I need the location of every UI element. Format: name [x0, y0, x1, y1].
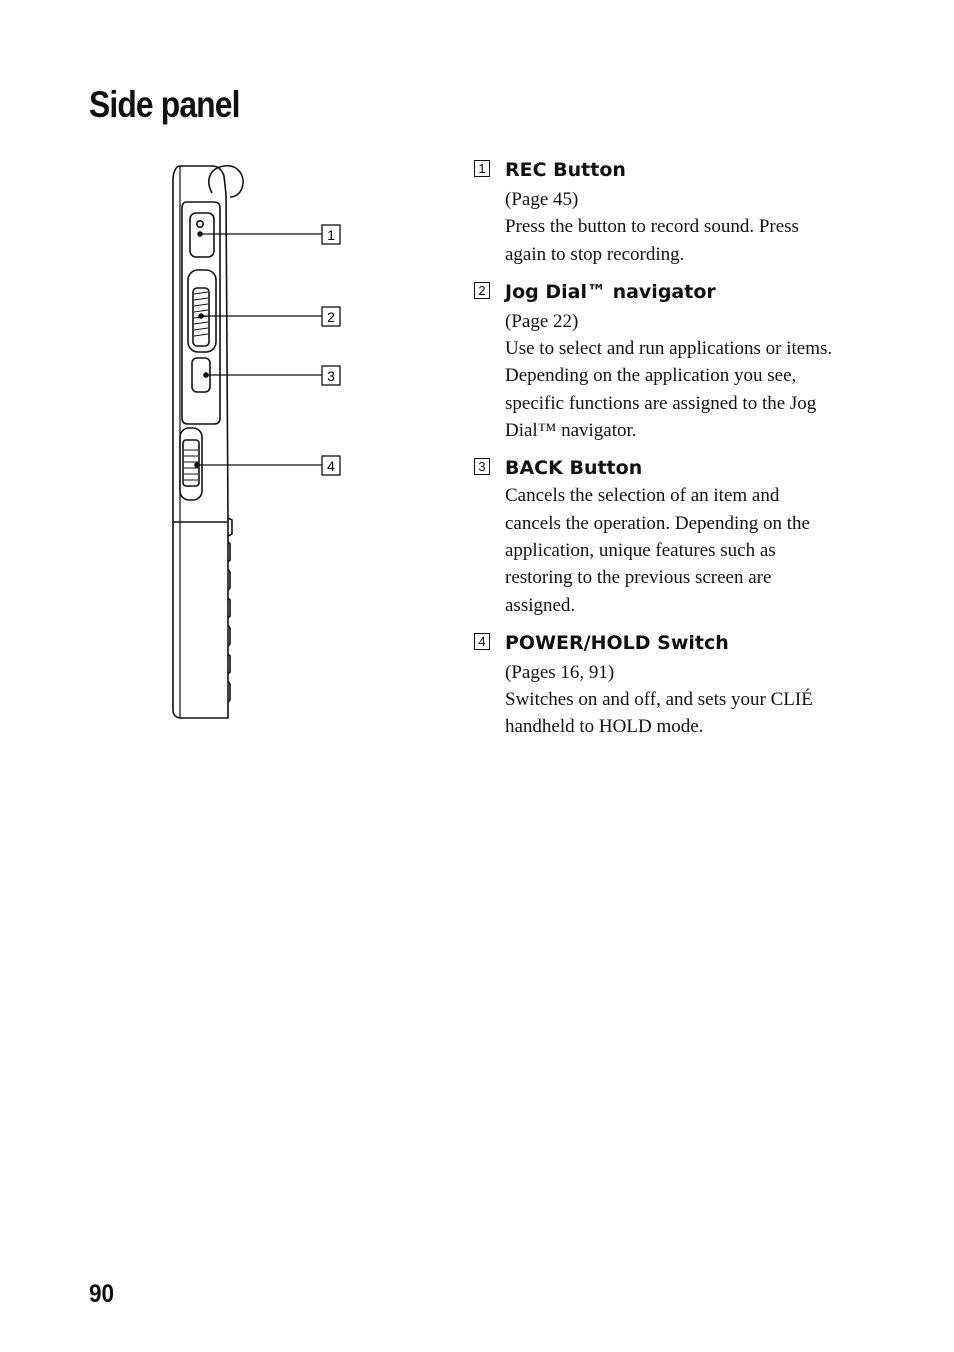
item-title: Jog Dial™ navigator [505, 280, 716, 303]
page-number: 90 [89, 1280, 115, 1308]
item-title: REC Button [505, 159, 626, 181]
item-list [474, 156, 834, 751]
callout-2 [322, 307, 340, 326]
callout-label-1: 1 [327, 227, 335, 243]
item-title: BACK Button [505, 457, 643, 480]
item-description: Cancels the selection of an item and cancels the operation. Depending on the application, unique features such as restoring to the previous screen are assigned. [505, 485, 810, 616]
item-power-hold-switch [474, 629, 834, 741]
callout-4 [322, 456, 340, 475]
device-side-drawing [150, 150, 370, 740]
item-number: 3 [474, 458, 490, 475]
item-back-button [474, 454, 834, 618]
item-title: POWER/HOLD Switch [505, 631, 729, 654]
callout-label-2: 2 [327, 309, 335, 325]
item-jog-dial [474, 278, 834, 444]
callout-label-4: 4 [327, 458, 335, 474]
item-page-ref: (Page 45) [505, 189, 579, 210]
callout-label-3: 3 [327, 368, 335, 384]
item-number: 4 [474, 633, 490, 650]
callout-3 [322, 366, 340, 385]
item-page-ref: (Pages 16, 91) [505, 661, 615, 683]
item-description: Switches on and off, and sets your CLIÉ handheld to HOLD mode. [505, 689, 813, 738]
page-title: Side panel [89, 84, 240, 125]
item-page-ref: (Page 22) [505, 310, 579, 332]
item-number: 2 [474, 282, 490, 299]
item-rec-button [474, 156, 834, 268]
item-number: 1 [474, 160, 490, 177]
item-description: Use to select and run applications or items. Depending on the application you see, specific functions are assigned to the Jog Dial™ navigator. [505, 338, 833, 442]
device-side-illustration [150, 150, 370, 740]
callout-1 [322, 225, 340, 244]
item-description: Press the button to record sound. Press again to stop recording. [505, 216, 799, 265]
